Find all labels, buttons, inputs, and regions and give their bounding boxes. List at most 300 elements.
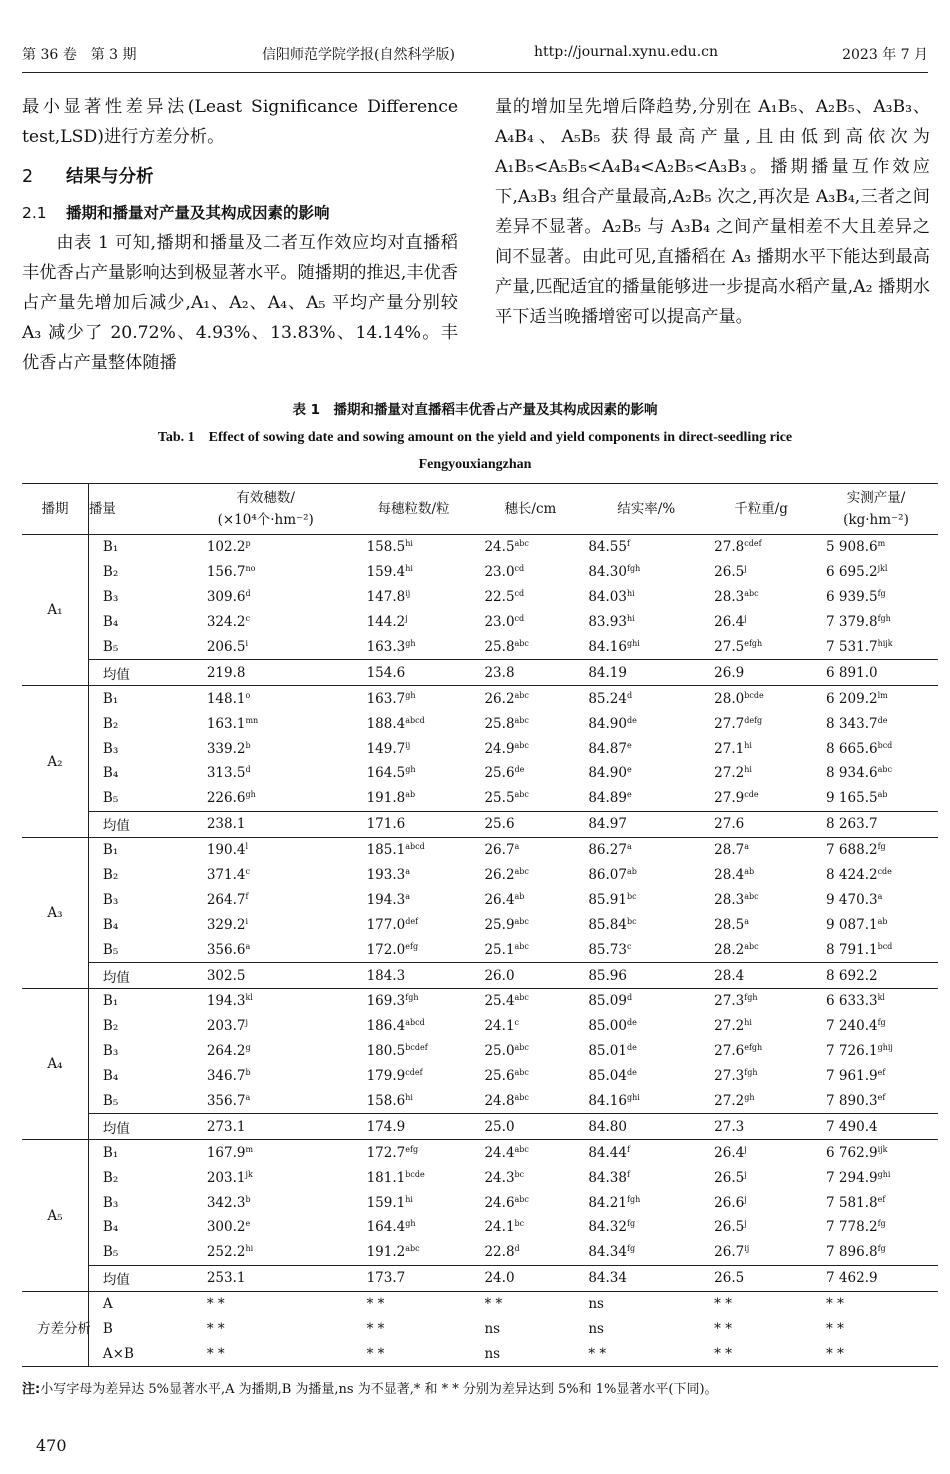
table-cell bbox=[351, 585, 477, 610]
table-cell bbox=[181, 1089, 351, 1114]
table-cell bbox=[181, 635, 351, 660]
table-cell bbox=[181, 1039, 351, 1064]
running-header bbox=[22, 44, 928, 70]
sowing-amount-label: B₁ bbox=[88, 1140, 180, 1165]
significance-letter: c bbox=[626, 941, 632, 951]
cell-value: 22.5 bbox=[484, 589, 515, 606]
table-cell bbox=[584, 635, 708, 660]
cell-value: 339.2 bbox=[206, 740, 246, 757]
significance-letter: hi bbox=[626, 614, 635, 624]
cell-value: 26.4 bbox=[714, 614, 745, 631]
table-cell bbox=[708, 963, 814, 989]
mean-row bbox=[22, 1114, 938, 1140]
cell-value: 172.0 bbox=[366, 941, 406, 958]
cell-value: 27.2 bbox=[714, 765, 745, 782]
section-number: 2 bbox=[22, 167, 34, 187]
table-cell bbox=[181, 660, 351, 686]
table-cell bbox=[814, 989, 938, 1014]
table-row bbox=[22, 610, 938, 635]
table-cell bbox=[708, 635, 814, 660]
significance-letter: gh bbox=[405, 765, 416, 775]
table-cell bbox=[181, 1317, 351, 1342]
cell-value: 158.6 bbox=[366, 1093, 406, 1110]
cell-value: 84.44 bbox=[588, 1144, 627, 1161]
table-cell bbox=[814, 1039, 938, 1064]
anova-label bbox=[22, 1291, 91, 1367]
cell-value: 27.7 bbox=[714, 715, 745, 732]
table-cell bbox=[351, 1291, 477, 1316]
significance-letter: hi bbox=[744, 765, 752, 775]
table-cell bbox=[351, 560, 477, 585]
significance-letter: abcd bbox=[405, 1018, 425, 1028]
table-cell bbox=[814, 1190, 938, 1215]
table-cell bbox=[584, 937, 708, 962]
table-row bbox=[22, 1089, 938, 1114]
significance-letter: abc bbox=[744, 941, 759, 951]
significance-letter: abc bbox=[514, 740, 529, 750]
significance-letter: bc bbox=[626, 916, 637, 926]
table-cell bbox=[584, 1317, 708, 1342]
cell-value: 25.4 bbox=[484, 993, 515, 1010]
table-row bbox=[22, 761, 938, 786]
significance-letter: f bbox=[626, 539, 630, 549]
sowing-amount-label: B₅ bbox=[102, 1093, 119, 1110]
table-cell bbox=[181, 1014, 351, 1039]
mean-row bbox=[22, 660, 938, 686]
table-cell bbox=[814, 1342, 938, 1367]
table-cell bbox=[351, 686, 477, 711]
cell-value: 273.1 bbox=[206, 1118, 246, 1135]
cell-value: 85.91 bbox=[588, 891, 627, 908]
cell-value: 27.3 bbox=[714, 993, 745, 1010]
cell-value: 313.5 bbox=[206, 765, 246, 782]
table-cell bbox=[584, 1265, 708, 1291]
significance-letter: j bbox=[744, 1169, 747, 1179]
significance-letter: ghi bbox=[877, 1169, 891, 1179]
cell-value: ns bbox=[588, 1296, 604, 1313]
cell-value: 26.6 bbox=[714, 1194, 745, 1211]
table-cell bbox=[476, 761, 584, 786]
table-cell bbox=[476, 1140, 584, 1165]
cell-value: 84.34 bbox=[588, 1244, 627, 1261]
subsection-title: 播期和播量对产量及其构成因素的影响 bbox=[66, 204, 330, 222]
table-cell bbox=[708, 560, 814, 585]
significance-letter: de bbox=[626, 715, 637, 725]
significance-letter: ab bbox=[626, 867, 637, 877]
cell-value: 329.2 bbox=[206, 916, 246, 933]
significance-letter: bcde bbox=[405, 1169, 425, 1179]
table-cell bbox=[351, 761, 477, 786]
table-cell bbox=[476, 1064, 584, 1089]
table-cell bbox=[181, 711, 351, 736]
sowing-amount-label: B₅ bbox=[102, 941, 119, 958]
cell-value: 371.4 bbox=[206, 867, 246, 884]
cell-value: 27.6 bbox=[714, 1043, 745, 1060]
table-cell bbox=[351, 1064, 477, 1089]
cell-value: 27.3 bbox=[714, 1118, 745, 1135]
significance-letter: b bbox=[245, 740, 251, 750]
table-cell bbox=[584, 1039, 708, 1064]
table-cell bbox=[476, 1165, 584, 1190]
table-row bbox=[22, 736, 938, 761]
cell-value: 8 692.2 bbox=[826, 967, 878, 984]
sowing-amount-label: B₂ bbox=[102, 1018, 119, 1035]
cell-value: 27.2 bbox=[714, 1018, 745, 1035]
significance-letter: ab bbox=[405, 790, 416, 800]
table-cell bbox=[814, 610, 938, 635]
cell-value: 148.1 bbox=[206, 690, 246, 707]
cell-value: * * bbox=[366, 1296, 385, 1313]
cell-value: 6 633.3 bbox=[826, 993, 878, 1010]
table-cell bbox=[181, 863, 351, 888]
table-cell bbox=[181, 811, 351, 837]
significance-letter: ef bbox=[877, 1068, 886, 1078]
significance-letter: kl bbox=[245, 993, 253, 1003]
sowing-date-label: A₁ bbox=[22, 535, 88, 686]
table-cell bbox=[584, 1342, 708, 1367]
table-cell bbox=[181, 1240, 351, 1265]
table-cell bbox=[708, 1114, 814, 1140]
cell-value: 159.4 bbox=[366, 564, 406, 581]
cell-value: 24.6 bbox=[484, 1194, 515, 1211]
table-cell bbox=[476, 1114, 584, 1140]
table-cell bbox=[476, 660, 584, 686]
significance-letter: bc bbox=[514, 1219, 525, 1229]
table-cell bbox=[351, 1240, 477, 1265]
cell-value: 144.2 bbox=[366, 614, 406, 631]
cell-value: 264.7 bbox=[206, 891, 246, 908]
significance-letter: ij bbox=[744, 1244, 750, 1254]
table-row bbox=[22, 1140, 938, 1165]
table-cell bbox=[584, 711, 708, 736]
header-date: 2023 年 7 月 bbox=[842, 47, 928, 63]
table-cell bbox=[476, 610, 584, 635]
cell-value: 23.0 bbox=[484, 564, 515, 581]
significance-letter: abc bbox=[514, 1144, 529, 1154]
table-cell bbox=[476, 887, 584, 912]
table-cell bbox=[814, 837, 938, 862]
table-cell bbox=[351, 1215, 477, 1240]
cell-value: 6 695.2 bbox=[826, 564, 878, 581]
cell-value: 27.1 bbox=[714, 740, 745, 757]
significance-letter: kl bbox=[877, 993, 885, 1003]
significance-letter: abc bbox=[514, 1068, 529, 1078]
table-cell bbox=[181, 535, 351, 560]
table-cell bbox=[584, 811, 708, 837]
header-divider bbox=[22, 72, 928, 73]
cell-value: 346.7 bbox=[206, 1068, 246, 1085]
table-cell bbox=[476, 837, 584, 862]
table-cell bbox=[476, 686, 584, 711]
table-row bbox=[22, 1039, 938, 1064]
cell-value: 26.5 bbox=[714, 564, 745, 581]
table-cell bbox=[814, 887, 938, 912]
cell-value: 252.2 bbox=[206, 1244, 246, 1261]
table-cell bbox=[584, 989, 708, 1014]
cell-value: 26.5 bbox=[714, 1219, 745, 1236]
table-cell bbox=[814, 912, 938, 937]
cell-value: 356.7 bbox=[206, 1093, 246, 1110]
table-row bbox=[22, 1240, 938, 1265]
significance-letter: hi bbox=[626, 589, 635, 599]
cell-value: * * bbox=[714, 1345, 732, 1362]
sowing-amount-label: B₄ bbox=[102, 765, 119, 782]
significance-letter: abc bbox=[514, 993, 529, 1003]
sowing-amount-label: B₂ bbox=[102, 564, 119, 581]
cell-value: 28.4 bbox=[714, 867, 745, 884]
table-cell bbox=[584, 963, 708, 989]
significance-letter: de bbox=[626, 1068, 637, 1078]
table-cell bbox=[584, 1089, 708, 1114]
table-row bbox=[22, 989, 938, 1014]
cell-value: 26.2 bbox=[484, 867, 515, 884]
significance-letter: ghi bbox=[626, 639, 640, 648]
table-cell bbox=[181, 585, 351, 610]
significance-letter: a bbox=[744, 842, 750, 852]
table-row bbox=[22, 1014, 938, 1039]
anova-row bbox=[22, 1317, 938, 1342]
sowing-amount-label: B₄ bbox=[102, 916, 119, 933]
table-cell bbox=[708, 1190, 814, 1215]
table-cell bbox=[584, 535, 708, 560]
cell-value: * * bbox=[714, 1321, 732, 1338]
table-caption-cn: 表 1 播期和播量对直播稻丰优香占产量及其构成因素的影响 bbox=[292, 402, 658, 418]
header-panicles: 有效穗数/ (×10⁴个·hm⁻²) bbox=[181, 484, 351, 535]
significance-letter: p bbox=[245, 539, 251, 549]
significance-letter: ab bbox=[744, 867, 755, 877]
significance-letter: efgh bbox=[744, 1043, 763, 1053]
cell-value: 26.9 bbox=[714, 664, 745, 681]
cell-value: 219.8 bbox=[206, 664, 246, 681]
table-cell bbox=[476, 736, 584, 761]
significance-letter: fg bbox=[877, 589, 886, 599]
cell-value: 24.3 bbox=[484, 1169, 515, 1186]
table-cell bbox=[181, 912, 351, 937]
table-row bbox=[22, 1165, 938, 1190]
cell-value: 84.89 bbox=[588, 790, 627, 807]
significance-letter: ab bbox=[514, 891, 525, 901]
significance-letter: abc bbox=[514, 941, 529, 951]
cell-value: 26.4 bbox=[714, 1144, 745, 1161]
significance-letter: a bbox=[744, 916, 750, 926]
table-cell bbox=[181, 686, 351, 711]
cell-value: 5 908.6 bbox=[826, 539, 878, 556]
significance-letter: d bbox=[626, 690, 633, 700]
table-cell bbox=[351, 711, 477, 736]
table-cell bbox=[351, 887, 477, 912]
significance-letter: fgh bbox=[744, 1068, 758, 1078]
significance-letter: hi bbox=[744, 1018, 752, 1028]
cell-value: 84.34 bbox=[588, 1270, 627, 1287]
mean-row bbox=[22, 1265, 938, 1291]
table-cell bbox=[708, 1165, 814, 1190]
cell-value: 193.3 bbox=[366, 867, 406, 884]
table-cell bbox=[476, 1215, 584, 1240]
table-cell bbox=[181, 786, 351, 811]
significance-letter: abc bbox=[514, 1093, 529, 1103]
table-cell bbox=[708, 1089, 814, 1114]
cell-value: 28.7 bbox=[714, 842, 745, 859]
sowing-amount-label: B₃ bbox=[102, 589, 119, 606]
significance-letter: abc bbox=[514, 715, 529, 725]
table-cell bbox=[476, 1291, 584, 1316]
significance-letter: b bbox=[245, 1068, 251, 1078]
significance-letter: hi bbox=[405, 1093, 413, 1103]
table-cell bbox=[708, 535, 814, 560]
cell-value: * * bbox=[366, 1345, 385, 1362]
cell-value: ns bbox=[588, 1321, 604, 1338]
cell-value: 25.6 bbox=[484, 816, 515, 833]
table-cell bbox=[351, 1190, 477, 1215]
cell-value: * * bbox=[206, 1296, 225, 1313]
cell-value: 26.7 bbox=[484, 842, 515, 859]
significance-letter: fgh bbox=[626, 1194, 641, 1204]
significance-letter: ghij bbox=[877, 1043, 893, 1053]
header-seed-setting: 结实率/% bbox=[584, 484, 708, 535]
significance-letter: fgh bbox=[405, 993, 419, 1003]
subsection-number: 2.1 bbox=[22, 204, 47, 222]
cell-value: 7 379.8 bbox=[826, 614, 878, 631]
cell-value: 86.27 bbox=[588, 842, 627, 859]
table-cell bbox=[708, 1240, 814, 1265]
significance-letter: ef bbox=[877, 1194, 886, 1204]
table-cell bbox=[814, 1114, 938, 1140]
subsection-heading bbox=[22, 198, 458, 228]
table-caption-en: Tab. 1 Effect of sowing date and sowing amount on the yield and yield components in direct-seedling rice Fengyouxiangzhan bbox=[157, 430, 793, 472]
cell-value: 203.7 bbox=[206, 1018, 246, 1035]
cell-value: 185.1 bbox=[366, 842, 406, 859]
cell-value: 84.16 bbox=[588, 639, 627, 655]
sowing-date-label: A₂ bbox=[22, 686, 88, 837]
significance-letter: o bbox=[245, 690, 251, 700]
table-cell bbox=[584, 1190, 708, 1215]
significance-letter: defg bbox=[744, 715, 763, 725]
significance-letter: ijk bbox=[877, 1144, 888, 1154]
table-cell bbox=[584, 686, 708, 711]
paragraph-results: 由表 1 可知,播期和播量及二者互作效应均对直播稻丰优香占产量影响达到极显著水平。随播期的推迟,丰优香占产量先增加后减少,A₁、A₂、A₄、A₅ 平均产量分别较 A₃ 减少了 20.72%、4.93%、13.83%、14.14%。丰优香占产量整体随播 bbox=[22, 233, 458, 373]
sowing-date-label: A₃ bbox=[22, 837, 88, 988]
table-cell bbox=[351, 937, 477, 962]
table-cell bbox=[351, 1140, 477, 1165]
cell-value: 167.9 bbox=[206, 1144, 246, 1161]
cell-value: 84.16 bbox=[588, 1093, 627, 1110]
significance-letter: fg bbox=[877, 1219, 886, 1229]
table-row bbox=[22, 912, 938, 937]
cell-value: 9 470.3 bbox=[826, 891, 878, 908]
table-cell bbox=[351, 989, 477, 1014]
table-cell bbox=[584, 660, 708, 686]
table-cell bbox=[708, 660, 814, 686]
cell-value: 27.8 bbox=[714, 539, 745, 556]
table-cell bbox=[476, 1089, 584, 1114]
significance-letter: abc bbox=[514, 639, 529, 648]
significance-letter: e bbox=[626, 740, 632, 750]
cell-value: 28.3 bbox=[714, 589, 745, 606]
cell-value: 85.24 bbox=[588, 690, 627, 707]
table-cell bbox=[708, 1215, 814, 1240]
table-cell bbox=[708, 887, 814, 912]
table-cell bbox=[708, 736, 814, 761]
table-cell bbox=[351, 1265, 477, 1291]
table-cell bbox=[584, 610, 708, 635]
table-cell bbox=[476, 937, 584, 962]
table-cell bbox=[814, 937, 938, 962]
header-url[interactable]: http://journal.xynu.edu.cn bbox=[534, 44, 719, 60]
significance-letter: fg bbox=[877, 842, 886, 852]
significance-letter: abc bbox=[514, 867, 529, 877]
table-cell bbox=[814, 1064, 938, 1089]
cell-value: 84.32 bbox=[588, 1219, 627, 1236]
significance-letter: bc bbox=[626, 891, 637, 901]
cell-value: 25.0 bbox=[484, 1043, 515, 1060]
table-cell bbox=[351, 811, 477, 837]
cell-value: 342.3 bbox=[206, 1194, 246, 1211]
cell-value: 84.80 bbox=[588, 1118, 627, 1135]
cell-value: 356.6 bbox=[206, 941, 246, 958]
cell-value: 7 896.8 bbox=[826, 1244, 878, 1261]
cell-value: 27.9 bbox=[714, 790, 745, 807]
cell-value: 26.0 bbox=[484, 967, 515, 984]
anova-factor: A bbox=[88, 1291, 180, 1316]
cell-value: * * bbox=[484, 1296, 503, 1313]
table-footnote bbox=[22, 1378, 928, 1402]
cell-value: 8 665.6 bbox=[826, 740, 878, 757]
table-cell bbox=[708, 761, 814, 786]
cell-value: 24.4 bbox=[484, 1144, 515, 1161]
sowing-amount-label: B₅ bbox=[102, 1244, 119, 1261]
cell-value: 83.93 bbox=[588, 614, 627, 631]
table-row bbox=[22, 1215, 938, 1240]
significance-letter: ab bbox=[877, 916, 888, 926]
cell-value: 154.6 bbox=[366, 664, 406, 681]
sowing-amount-label: B₃ bbox=[102, 891, 119, 908]
cell-value: 9 087.1 bbox=[826, 916, 878, 933]
cell-value: 26.4 bbox=[484, 891, 515, 908]
cell-value: 173.7 bbox=[366, 1270, 406, 1287]
cell-value: 253.1 bbox=[206, 1270, 246, 1287]
cell-value: 163.3 bbox=[366, 639, 406, 655]
table-cell bbox=[814, 1265, 938, 1291]
cell-value: 190.4 bbox=[206, 842, 246, 859]
cell-value: 84.90 bbox=[588, 715, 627, 732]
significance-letter: fg bbox=[626, 1244, 636, 1254]
table-cell bbox=[476, 1342, 584, 1367]
cell-value: 7 490.4 bbox=[826, 1118, 878, 1135]
cell-value: 300.2 bbox=[206, 1219, 246, 1236]
table-cell bbox=[708, 1265, 814, 1291]
table-cell bbox=[476, 585, 584, 610]
table-cell bbox=[814, 660, 938, 686]
significance-letter: abcd bbox=[405, 715, 425, 725]
sowing-amount-label: B₁ bbox=[88, 837, 180, 862]
cell-value: 177.0 bbox=[366, 916, 406, 933]
significance-letter: jkl bbox=[877, 564, 888, 574]
table-cell bbox=[351, 912, 477, 937]
table-cell bbox=[476, 1240, 584, 1265]
cell-value: 188.4 bbox=[366, 715, 406, 732]
cell-value: 156.7 bbox=[206, 564, 246, 581]
significance-letter: i bbox=[245, 916, 249, 926]
cell-value: 85.00 bbox=[588, 1018, 627, 1035]
cell-value: * * bbox=[714, 1296, 732, 1313]
cell-value: 25.5 bbox=[484, 790, 515, 807]
cell-value: 102.2 bbox=[206, 539, 246, 556]
cell-value: * * bbox=[826, 1321, 844, 1338]
table-cell bbox=[476, 989, 584, 1014]
significance-letter: a bbox=[245, 1093, 251, 1103]
cell-value: 8 263.7 bbox=[826, 816, 878, 833]
significance-letter: l bbox=[245, 842, 249, 852]
